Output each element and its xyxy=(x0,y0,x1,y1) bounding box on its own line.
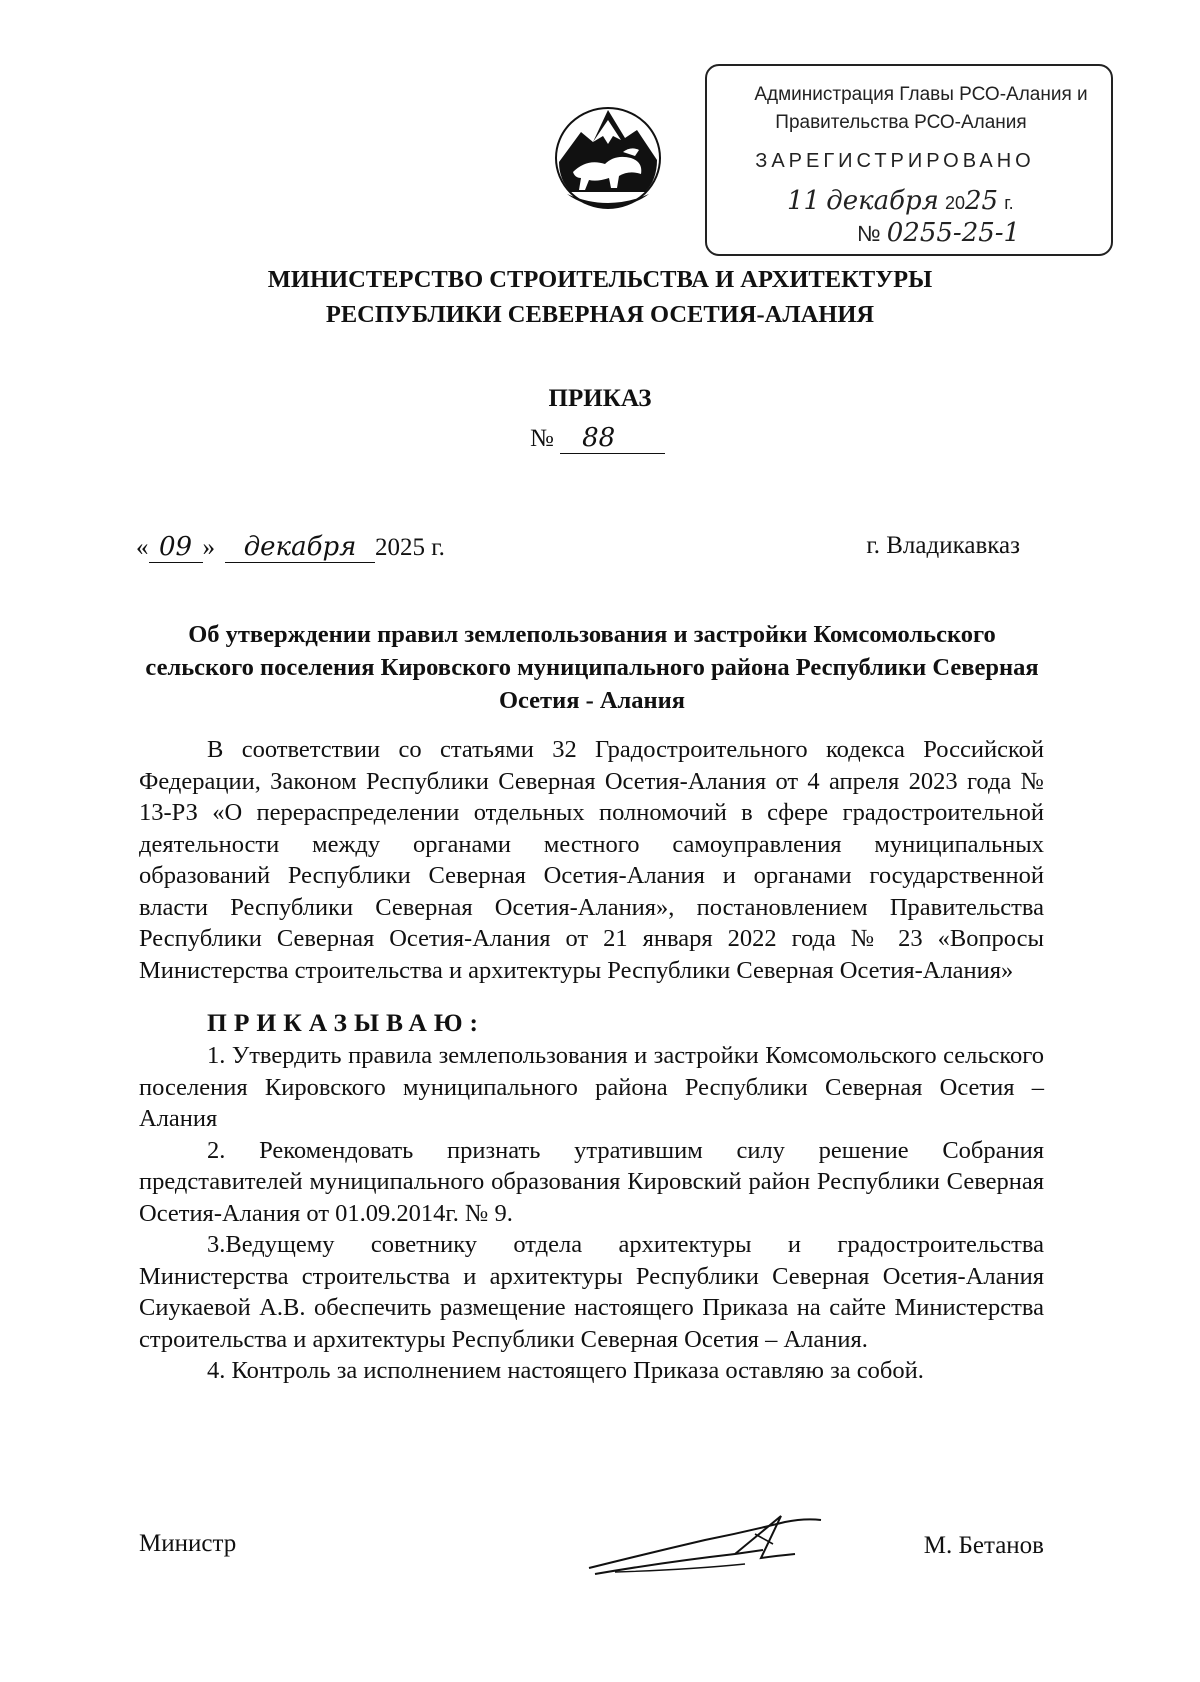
stamp-number-value: 0255-25-1 xyxy=(886,218,1021,248)
date-day: 09 xyxy=(149,532,203,563)
signatory-name: М. Бетанов xyxy=(923,1532,1044,1559)
stamp-org-line2: Правительства РСО-Алания xyxy=(775,112,1027,133)
document-city: г. Владикавказ xyxy=(866,532,1020,559)
date-month: декабря xyxy=(225,532,375,563)
order-items xyxy=(139,1040,1044,1387)
stamp-date-day: 11 xyxy=(787,186,821,216)
date-quote-open: « xyxy=(136,534,149,561)
stamp-date xyxy=(787,186,1014,216)
signatory-position: Министр xyxy=(139,1530,237,1557)
document-type-title: ПРИКАЗ xyxy=(548,385,652,412)
ministry-heading xyxy=(0,262,1200,332)
stamp-date-year-suffix: г. xyxy=(1004,193,1014,213)
document-number xyxy=(530,423,665,454)
ministry-line1: МИНИСТЕРСТВО СТРОИТЕЛЬСТВА И АРХИТЕКТУРЫ xyxy=(267,266,933,293)
stamp-org-line1: Администрация Главы РСО-Алания и xyxy=(754,84,1088,105)
preamble xyxy=(139,734,1044,986)
date-quote-close: » xyxy=(202,534,215,561)
order-item-4: 4. Контроль за исполнением настоящего Приказа оставляю за собой. xyxy=(207,1357,924,1384)
stamp-date-month: декабря xyxy=(826,186,939,216)
order-item-3: 3.Ведущему советнику отдела архитектуры и градостроительства Министерства строительства и архитектуры Республики Северная Осетия-Алания Сиукаевой А.В. обеспечить размещение настоящего Приказа на сайте Министерства строительства и архитектуры Республики Северная Осетия – Алания. xyxy=(139,1231,1044,1353)
order-item-2: 2. Рекомендовать признать утратившим силу решение Собрания представителей муниципального образования Кировский район Республики Северная Осетия-Алания от 01.09.2014г. № 9. xyxy=(139,1136,1044,1227)
document-subject: Об утверждении правил землепользования и застройки Комсомольского сельского поселения Кировского муниципального района Республики Северная Осетия - Алания xyxy=(145,621,1039,714)
date-year: 2025 г. xyxy=(375,534,445,561)
preamble-paragraph: В соответствии со статьями 32 Градостроительного кодекса Российской Федерации, Законом Республики Северная Осетия-Алания от 4 апреля 2023 года № 13-РЗ «О перераспределении отдельных полномочий в сфере градостроительной деятельности между органами местного самоуправления муниципальных образований Республики Северная Осетия-Алания и органами государственной власти Республики Северная Осетия-Алания», постановлением Правительства Республики Северная Осетия-Алания от 21 января 2022 года № 23 «Вопросы Министерства строительства и архитектуры Республики Северная Осетия-Алания» xyxy=(139,736,1044,984)
stamp-date-year-prefix: 20 xyxy=(944,193,965,213)
registration-stamp xyxy=(705,64,1113,256)
stamp-date-year: 25 xyxy=(965,186,999,216)
signature-icon xyxy=(585,1510,825,1582)
stamp-number xyxy=(857,218,1020,248)
document-date xyxy=(136,532,445,563)
coat-of-arms-icon xyxy=(553,102,663,210)
ministry-line2: РЕСПУБЛИКИ СЕВЕРНАЯ ОСЕТИЯ-АЛАНИЯ xyxy=(325,301,875,328)
document-number-value: 88 xyxy=(560,423,665,454)
order-item-1: 1. Утвердить правила землепользования и застройки Комсомольского сельского поселения Кировского муниципального района Республики Северная Осетия – Алания xyxy=(139,1042,1044,1132)
stamp-registered-label: ЗАРЕГИСТРИРОВАНО xyxy=(755,150,1035,172)
order-word: ПРИКАЗЫВАЮ: xyxy=(207,1008,486,1037)
stamp-number-label: № xyxy=(857,221,881,246)
document-number-label: № xyxy=(530,425,554,452)
